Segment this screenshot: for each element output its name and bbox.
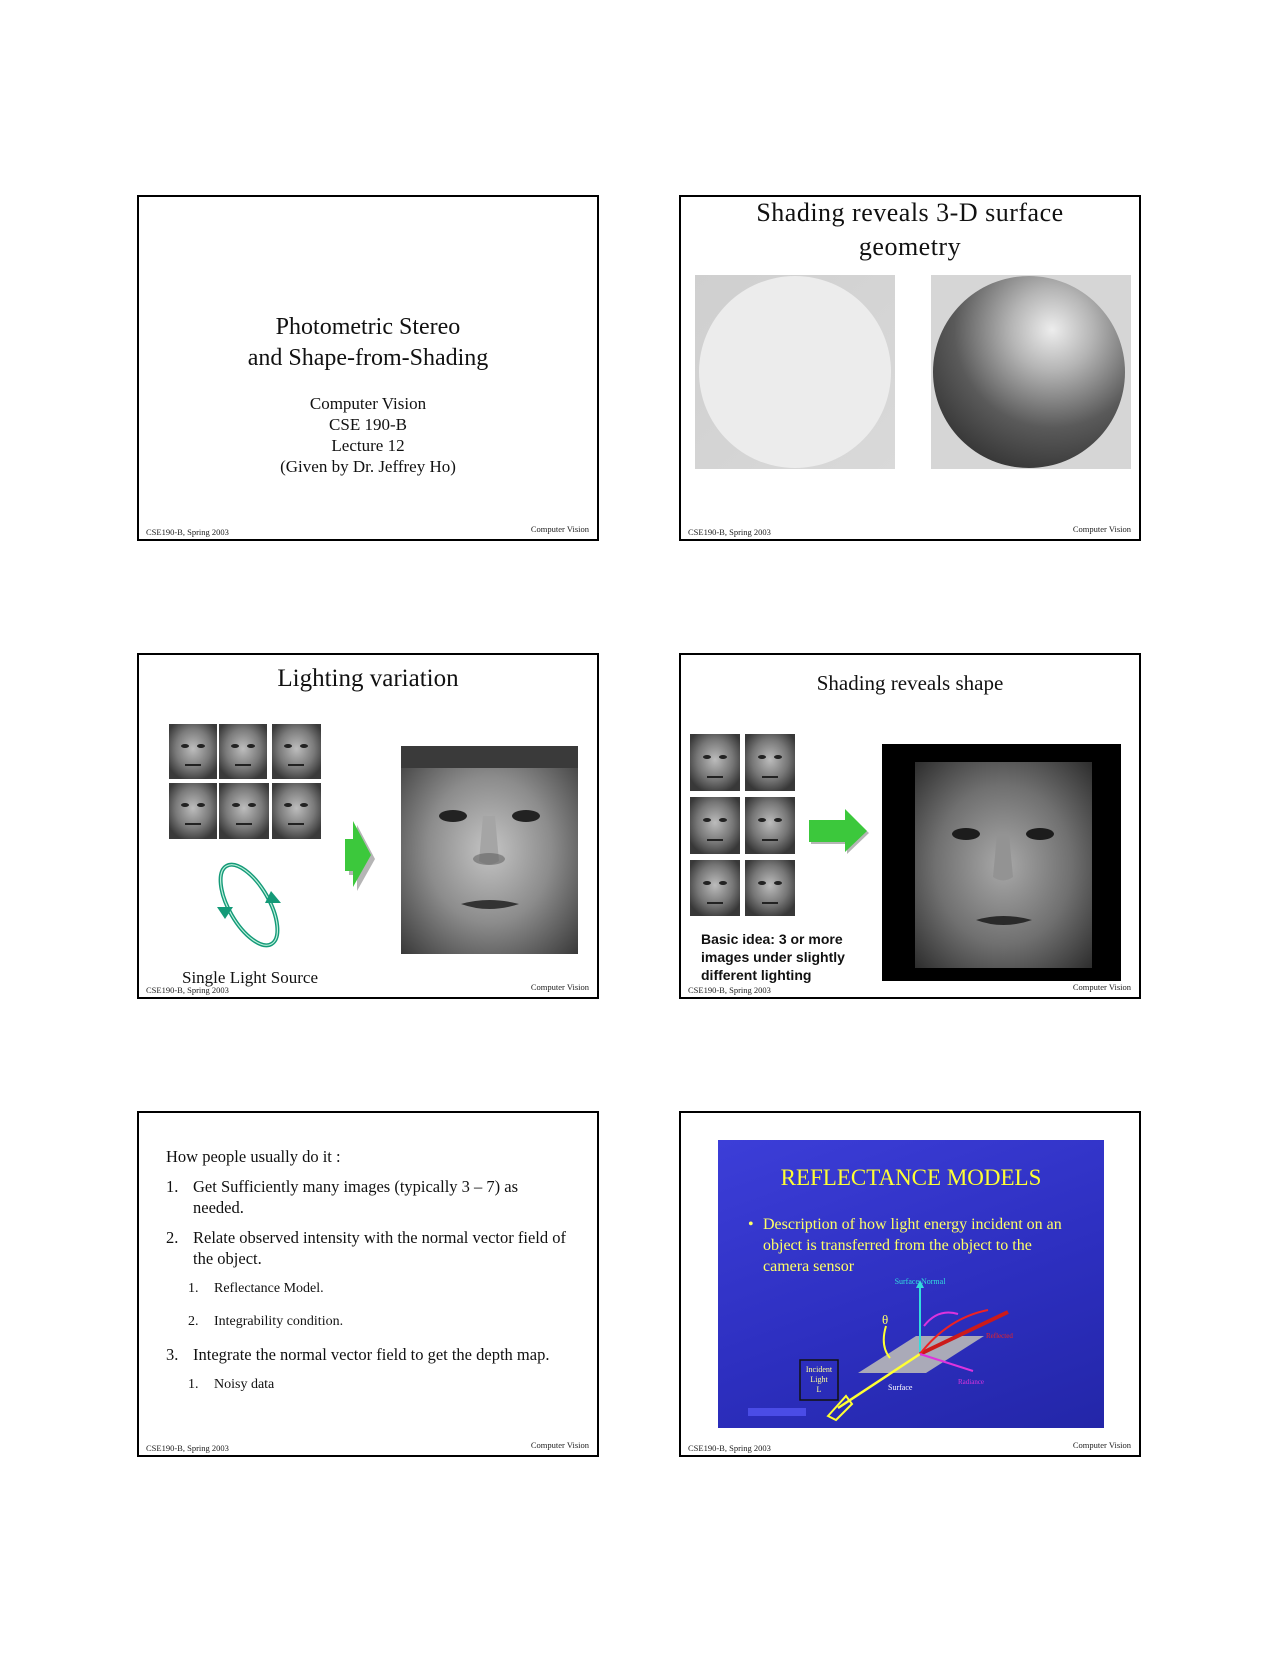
footer-right: Computer Vision <box>530 524 589 534</box>
surface-normal-label: Surface Normal <box>894 1278 946 1286</box>
subtitle-line: Computer Vision <box>309 394 427 413</box>
footer-right: Computer Vision <box>1072 524 1131 534</box>
reflectance-bullet <box>748 1214 1078 1277</box>
light-label: Light <box>810 1375 828 1384</box>
sub-item-number: 2. <box>188 1314 199 1329</box>
light-cycle-icon <box>209 855 289 955</box>
title-line: Shading reveals 3-D surface <box>756 198 1064 227</box>
sub-item-text: Noisy data <box>214 1377 275 1392</box>
slide-title <box>137 195 599 541</box>
footer-left: CSE190-B, Spring 2003 <box>146 985 229 995</box>
sub-item <box>188 1278 566 1299</box>
footer-left: CSE190-B, Spring 2003 <box>146 527 229 537</box>
item-number: 1. <box>166 1177 179 1196</box>
list-item <box>166 1176 566 1218</box>
sub-item <box>188 1374 566 1395</box>
reflectance-title: REFLECTANCE MODELS <box>780 1165 1042 1190</box>
item-text: Relate observed intensity with the normal vector field of the object. <box>193 1228 566 1268</box>
slide-heading: Lighting variation <box>277 665 459 692</box>
item-number: 3. <box>166 1345 179 1364</box>
title-line: Photometric Stereo <box>275 314 461 340</box>
footer-right: Computer Vision <box>1072 982 1131 992</box>
sphere-comparison-image <box>695 275 1131 469</box>
title-line: and Shape-from-Shading <box>247 345 489 371</box>
reflected-label: Reflected <box>986 1332 1013 1340</box>
l-label: L <box>816 1385 822 1394</box>
incident-label: Incident <box>805 1365 833 1374</box>
slide-heading <box>681 196 1139 264</box>
surface-label: Surface <box>888 1383 913 1392</box>
slide-reflectance-models <box>679 1111 1141 1457</box>
face-thumbnail-grid <box>169 724 323 840</box>
decorative-bar <box>748 1408 806 1416</box>
reconstructed-face-image <box>882 744 1121 981</box>
bullet-text: Description of how light energy incident on an object is transferred from the object to the camera sensor <box>763 1216 1062 1275</box>
slide-heading: Shading reveals shape <box>816 671 1004 695</box>
reflectance-diagram <box>798 1278 1018 1423</box>
sub-item-text: Reflectance Model. <box>214 1281 324 1296</box>
sub-item-number: 1. <box>188 1281 199 1296</box>
shaded-sphere <box>933 276 1125 468</box>
sub-item-number: 1. <box>188 1377 199 1392</box>
thumb-row-2 <box>169 783 321 839</box>
slide-lighting-variation <box>137 653 599 999</box>
list-intro: How people usually do it : <box>166 1147 341 1166</box>
slide-shading-geometry <box>679 195 1141 541</box>
single-light-source-caption: Single Light Source <box>182 968 318 987</box>
reflectance-panel <box>718 1140 1104 1428</box>
sub-item-text: Integrability condition. <box>214 1314 344 1329</box>
face-thumbnail-column <box>690 734 798 918</box>
subtitle-line: CSE 190-B <box>329 415 407 434</box>
slide-procedure <box>137 1111 599 1457</box>
right-arrow-icon <box>345 821 375 891</box>
thumb-row-1 <box>169 724 321 779</box>
item-text: Integrate the normal vector field to get the depth map. <box>193 1345 550 1364</box>
basic-idea-caption: Basic idea: 3 or more images under slightly different lighting <box>701 931 845 983</box>
radiance-label: Radiance <box>958 1378 985 1386</box>
flat-disk <box>699 276 891 468</box>
slide-shading-reveals-shape <box>679 653 1141 999</box>
subtitle-line: (Given by Dr. Jeffrey Ho) <box>280 457 456 476</box>
slide-subtitle <box>139 393 597 477</box>
slide-title-heading <box>139 312 597 374</box>
footer-left: CSE190-B, Spring 2003 <box>146 1443 229 1453</box>
right-arrow-icon <box>809 809 871 855</box>
item-number: 2. <box>166 1228 179 1247</box>
title-line: geometry <box>858 232 962 261</box>
footer-left: CSE190-B, Spring 2003 <box>688 527 771 537</box>
subtitle-line: Lecture 12 <box>331 436 405 455</box>
reconstructed-face-image <box>401 746 578 954</box>
list-item <box>166 1227 566 1269</box>
footer-left: CSE190-B, Spring 2003 <box>688 985 771 995</box>
item-text: Get Sufficiently many images (typically 3 – 7) as needed. <box>193 1177 519 1217</box>
bullet-icon: • <box>748 1216 754 1233</box>
footer-right: Computer Vision <box>1072 1440 1131 1450</box>
list-item <box>166 1344 566 1365</box>
footer-left: CSE190-B, Spring 2003 <box>688 1443 771 1453</box>
procedure-list <box>166 1146 566 1407</box>
theta-label: θ <box>882 1312 889 1327</box>
footer-right: Computer Vision <box>530 1440 589 1450</box>
footer-right: Computer Vision <box>530 982 589 992</box>
sub-item <box>188 1311 566 1332</box>
